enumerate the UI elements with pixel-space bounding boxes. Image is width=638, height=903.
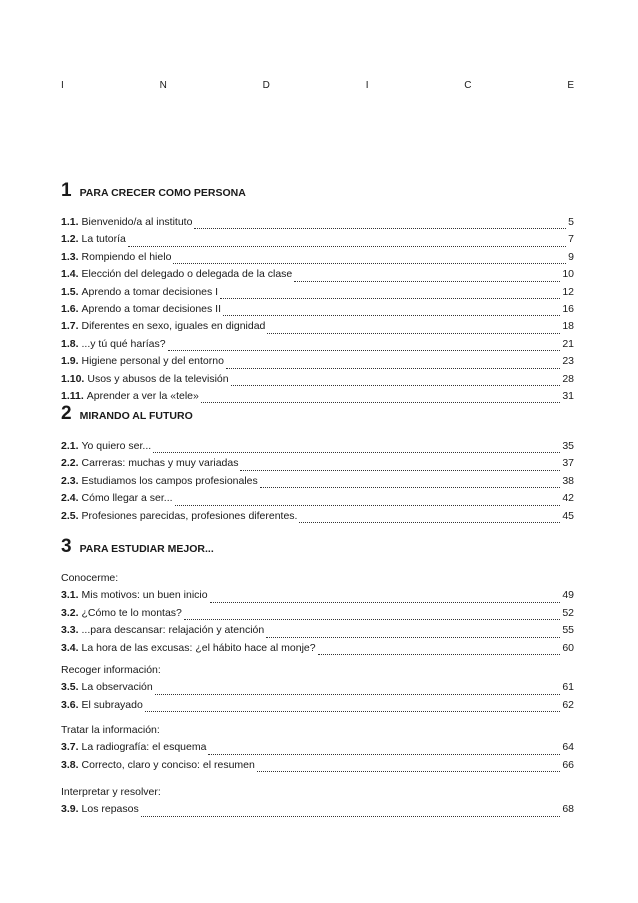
leader-dots <box>231 384 561 386</box>
section-number: 3 <box>61 536 72 557</box>
toc-entry[interactable] <box>61 303 574 320</box>
leader-dots <box>210 601 561 603</box>
toc-entry[interactable] <box>61 457 574 474</box>
entry-title: Aprender a ver la «tele» <box>86 389 199 402</box>
leader-dots <box>201 401 560 403</box>
entry-number: 3.4. <box>61 641 79 654</box>
section-3-group-2 <box>61 664 574 716</box>
section-2-entries <box>61 440 574 527</box>
entry-title: ¿Cómo te lo montas? <box>81 606 182 619</box>
entry-number: 1.5. <box>61 285 79 298</box>
entry-title: La tutoría <box>81 233 126 246</box>
entry-page: 28 <box>562 372 574 385</box>
leader-dots <box>299 521 560 523</box>
group-label: Conocerme: <box>61 572 119 584</box>
toc-entry[interactable] <box>61 642 574 659</box>
section-2-header <box>61 403 193 425</box>
entry-title: Elección del delegado o delegada de la clase <box>81 268 293 281</box>
leader-dots <box>153 451 560 453</box>
toc-entry[interactable] <box>61 741 574 758</box>
entry-number: 2.1. <box>61 440 79 452</box>
leader-dots <box>257 770 560 772</box>
index-heading-letter: I <box>365 80 369 91</box>
section-1-entries <box>61 216 574 407</box>
entry-page: 66 <box>562 758 574 771</box>
entry-number: 3.3. <box>61 624 79 637</box>
leader-dots <box>318 653 561 655</box>
entry-number: 3.9. <box>61 803 79 816</box>
section-3-group-3 <box>61 724 574 776</box>
leader-dots <box>155 693 561 695</box>
section-3-group-4 <box>61 786 574 821</box>
entry-page: 61 <box>562 681 574 694</box>
entry-title: Cómo llegar a ser... <box>81 492 173 505</box>
leader-dots <box>260 486 561 488</box>
entry-number: 3.5. <box>61 681 79 694</box>
index-heading-letter: I <box>61 80 64 91</box>
entry-number: 1.8. <box>61 337 79 350</box>
entry-page: 21 <box>562 337 574 350</box>
entry-number: 1.1. <box>61 216 79 228</box>
toc-entry[interactable] <box>61 216 574 233</box>
leader-dots <box>194 227 566 229</box>
entry-page: 55 <box>562 624 574 637</box>
entry-title: Aprendo a tomar decisiones I <box>81 285 219 298</box>
section-title: MIRANDO AL FUTURO <box>79 410 193 422</box>
entry-page: 45 <box>562 509 574 522</box>
entry-page: 37 <box>562 457 574 470</box>
group-label: Recoger información: <box>61 664 161 676</box>
entry-title: Bienvenido/a al instituto <box>81 216 193 228</box>
entry-number: 2.2. <box>61 457 79 470</box>
toc-entry[interactable] <box>61 251 574 268</box>
toc-entry[interactable] <box>61 624 574 641</box>
section-number: 1 <box>61 180 72 201</box>
section-title: PARA CRECER COMO PERSONA <box>79 187 246 199</box>
entry-page: 38 <box>562 474 574 487</box>
leader-dots <box>173 262 566 264</box>
entry-title: Estudiamos los campos profesionales <box>81 474 258 487</box>
entry-page: 49 <box>562 589 574 602</box>
entry-page: 64 <box>562 741 574 754</box>
toc-entry[interactable] <box>61 759 574 776</box>
leader-dots <box>220 297 560 299</box>
entry-title: Rompiendo el hielo <box>81 250 172 263</box>
entry-title: Carreras: muchas y muy variadas <box>81 457 239 470</box>
entry-title: Higiene personal y del entorno <box>81 355 224 368</box>
entry-page: 60 <box>562 641 574 654</box>
entry-title: La radiografía: el esquema <box>81 741 207 754</box>
leader-dots <box>141 815 561 817</box>
entry-number: 1.6. <box>61 302 79 315</box>
entry-page: 62 <box>562 698 574 711</box>
entry-title: Yo quiero ser... <box>81 440 152 452</box>
entry-title: La hora de las excusas: ¿el hábito hace al monje? <box>81 641 316 654</box>
entry-number: 1.7. <box>61 320 79 333</box>
entry-number: 3.6. <box>61 698 79 711</box>
entry-number: 2.4. <box>61 492 79 505</box>
entry-page: 68 <box>562 803 574 816</box>
toc-entry[interactable] <box>61 268 574 285</box>
entry-page: 35 <box>562 440 574 452</box>
section-1-header <box>61 180 246 202</box>
toc-entry[interactable] <box>61 589 574 606</box>
leader-dots <box>267 332 560 334</box>
leader-dots <box>145 710 561 712</box>
entry-page: 9 <box>568 250 574 263</box>
leader-dots <box>226 367 560 369</box>
toc-entry[interactable] <box>61 607 574 624</box>
entry-page: 7 <box>568 233 574 246</box>
entry-number: 1.4. <box>61 268 79 281</box>
section-3-entries <box>61 572 574 659</box>
entry-title: ...para descansar: relajación y atención <box>81 624 265 637</box>
entry-number: 3.1. <box>61 589 79 602</box>
toc-entry[interactable] <box>61 338 574 355</box>
toc-entry[interactable] <box>61 286 574 303</box>
leader-dots <box>168 349 561 351</box>
toc-entry[interactable] <box>61 510 574 527</box>
leader-dots <box>184 618 560 620</box>
toc-entry[interactable] <box>61 355 574 372</box>
entry-page: 18 <box>562 320 574 333</box>
entry-number: 2.5. <box>61 509 79 522</box>
leader-dots <box>266 636 560 638</box>
toc-entry[interactable] <box>61 681 574 698</box>
leader-dots <box>175 504 561 506</box>
entry-title: Usos y abusos de la televisión <box>87 372 229 385</box>
entry-page: 5 <box>568 216 574 228</box>
index-heading-letter: N <box>159 80 167 91</box>
entry-page: 42 <box>562 492 574 505</box>
entry-title: ...y tú qué harías? <box>81 337 166 350</box>
entry-page: 10 <box>562 268 574 281</box>
group-label: Tratar la información: <box>61 724 160 736</box>
toc-entry[interactable] <box>61 320 574 337</box>
entry-title: La observación <box>81 681 153 694</box>
section-title: PARA ESTUDIAR MEJOR... <box>79 543 214 555</box>
entry-number: 3.8. <box>61 758 79 771</box>
toc-entry[interactable] <box>61 803 574 820</box>
leader-dots <box>208 753 560 755</box>
leader-dots <box>223 314 560 316</box>
section-number: 2 <box>61 403 72 424</box>
toc-entry[interactable] <box>61 373 574 390</box>
index-page <box>61 0 574 903</box>
index-heading-letter: E <box>567 80 574 91</box>
entry-page: 16 <box>562 302 574 315</box>
entry-page: 31 <box>562 389 574 402</box>
entry-number: 1.3. <box>61 250 79 263</box>
entry-title: Mis motivos: un buen inicio <box>81 589 208 602</box>
entry-page: 12 <box>562 285 574 298</box>
section-3-header <box>61 536 214 558</box>
entry-number: 3.2. <box>61 606 79 619</box>
entry-number: 2.3. <box>61 474 79 487</box>
entry-title: Diferentes en sexo, iguales en dignidad <box>81 320 266 333</box>
entry-page: 52 <box>562 606 574 619</box>
entry-title: Profesiones parecidas, profesiones diferentes. <box>81 509 298 522</box>
entry-title: El subrayado <box>81 698 143 711</box>
leader-dots <box>294 280 560 282</box>
index-heading-letter: D <box>262 80 270 91</box>
leader-dots <box>240 469 560 471</box>
entry-title: Correcto, claro y conciso: el resumen <box>81 758 255 771</box>
toc-entry[interactable] <box>61 233 574 250</box>
toc-entry[interactable] <box>61 440 574 457</box>
entry-number: 1.9. <box>61 355 79 368</box>
entry-page: 23 <box>562 355 574 368</box>
toc-entry[interactable] <box>61 699 574 716</box>
index-heading-letter: C <box>464 80 472 91</box>
entry-title: Los repasos <box>81 803 139 816</box>
entry-number: 1.11. <box>61 389 84 402</box>
group-label: Interpretar y resolver: <box>61 786 161 798</box>
toc-entry[interactable] <box>61 475 574 492</box>
leader-dots <box>128 245 566 247</box>
entry-title: Aprendo a tomar decisiones II <box>81 302 222 315</box>
entry-number: 1.2. <box>61 233 79 246</box>
index-heading <box>61 80 574 91</box>
entry-number: 3.7. <box>61 741 79 754</box>
entry-number: 1.10. <box>61 372 85 385</box>
toc-entry[interactable] <box>61 492 574 509</box>
